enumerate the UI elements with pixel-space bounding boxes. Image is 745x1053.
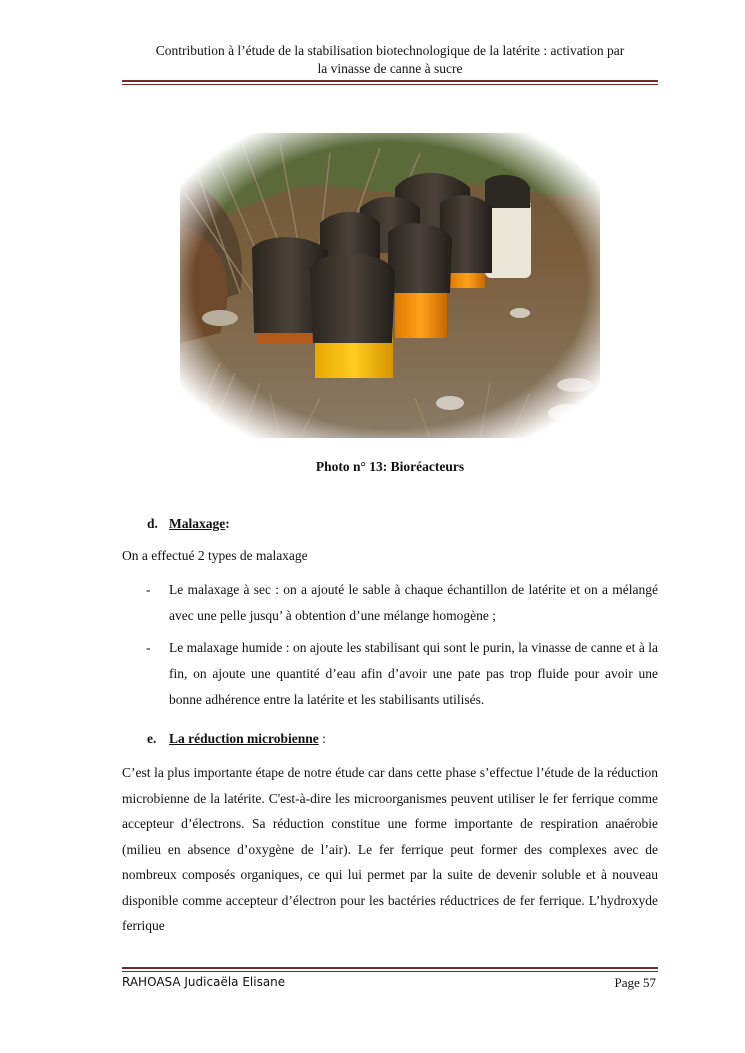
footer-author: RAHOASA Judicaëla Elisane [122,975,286,989]
list-item-dash: - [146,582,151,597]
section-e-title: La réduction microbienne [169,731,319,746]
section-d-intro: On a effectué 2 types de malaxage [122,548,308,563]
bioreactor-photo [180,133,600,438]
list-item [122,577,658,629]
page-number: Page 57 [614,975,656,990]
running-header [122,42,658,78]
list-item-dash: - [146,640,151,655]
header-rule-thick [122,80,658,82]
section-d-title: Malaxage [169,516,226,531]
photo-caption: Photo n° 13: Bioréacteurs [315,459,465,474]
header-rule-thin [122,84,658,85]
section-d-suffix: : [225,516,230,531]
list-item-text: Le malaxage humide : on ajoute les stabilisant qui sont le purin, la vinasse de canne et à la fin, on ajoute une quantité d’eau afin d’avoir une pate pas trop fluide pour avoir une bonne adhérence entre la latérite et les stabilisants utilisés. [169,640,658,707]
footer-rule-thin [122,971,658,972]
section-d-heading [122,516,658,532]
section-d-letter: d. [147,516,158,531]
footer-rule-thick [122,967,658,969]
list-item [122,635,658,713]
header-title-line2: la vinasse de canne à sucre [317,61,463,76]
section-e-heading [122,731,658,747]
section-e-letter: e. [147,731,157,746]
section-e-suffix: : [318,731,326,746]
page-footer [122,975,658,989]
header-title-line1: Contribution à l’étude de la stabilisation biotechnologique de la latérite : activation par [155,43,625,58]
section-e-paragraph: C’est la plus importante étape de notre étude car dans cette phase s’effectue l’étude de la réduction microbienne de la latérite. C'est-à-dire les microorganismes peuvent utiliser le fer ferrique comme accepteur d’électrons. Sa réduction constitue une forme importante de respiration anaérobie (milieu en absence d’oxygène de l’air). Le fer ferrique peut former des complexes avec de nombreux composés organiques, ce qui lui permet par la suite de devenir soluble et à nouveau disponible comme accepteur d’électron pour les bactéries réductrices de fer ferrique. L’hydroxyde ferrique [122,765,658,933]
list-item-text: Le malaxage à sec : on a ajouté le sable à chaque échantillon de latérite et on a mélangé avec une pelle jusqu’ à obtention d’une mélange homogène ; [169,582,658,623]
